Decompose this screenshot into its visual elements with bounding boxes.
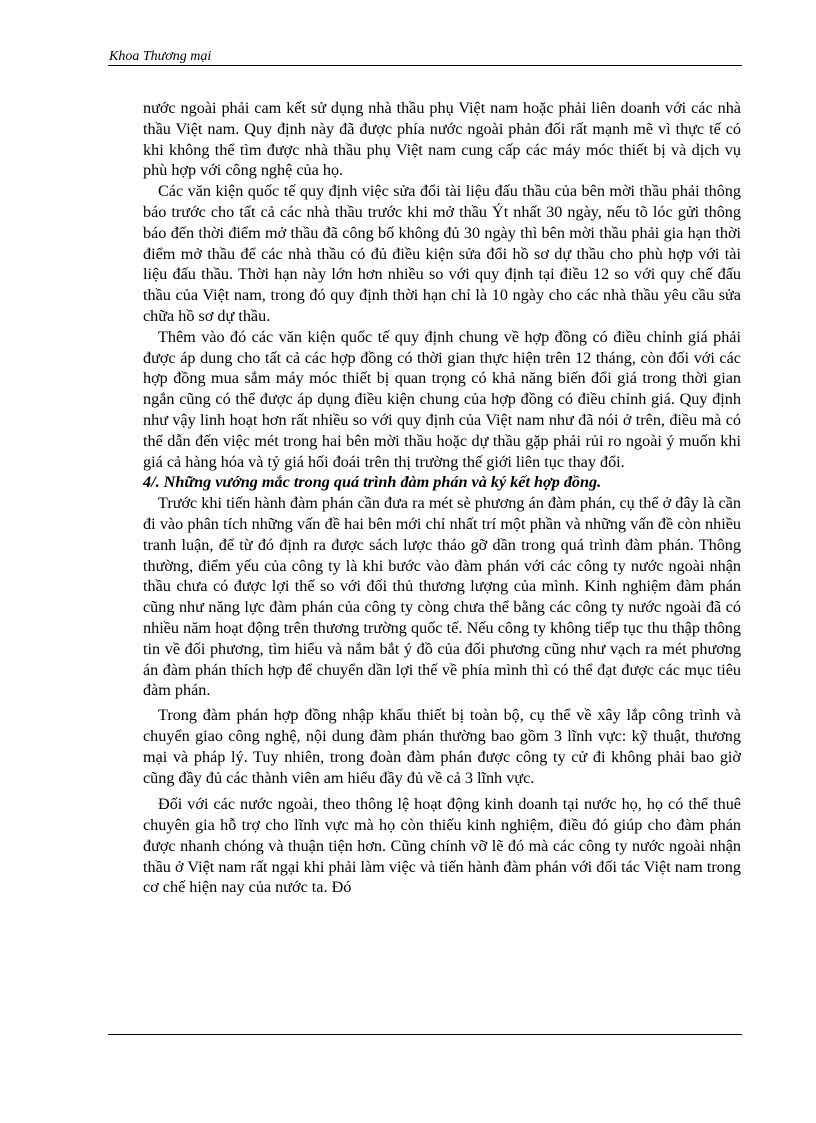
paragraph-2: Các văn kiện quốc tế quy định việc sửa đổi tài liệu đấu thầu của bên mời thầu phải thông báo trước cho tất cả các nhà thầu trước khi mở thầu Ýt nhất 30 ngày, nếu tõ lóc gửi thông báo đến thời điểm mở thầu đã công bố không đủ 30 ngày thì bên mời thầu phải gia hạn thời điểm mở thầu để các nhà thầu có đủ điều kiện sửa đổi hồ sơ dự thầu cho phù hợp với tài liệu đấu thầu. Thời hạn này lớn hơn nhiều so với quy định tại điều 12 so với quy chế đấu thầu của Việt nam, trong đó quy định thời hạn chỉ là 10 ngày cho các nhà thầu yêu cầu sửa chữa hồ sơ dự thầu. xyxy=(143,182,741,325)
header-rule xyxy=(108,65,742,66)
paragraph-3: Thêm vào đó các văn kiện quốc tế quy định chung về hợp đồng có điều chỉnh giá phải được áp dung cho tất cả các hợp đồng có thời gian thực hiện trên 12 tháng, còn đối với các hợp đồng mua sắm máy móc thiết bị quan trọng có khả năng biến đổi giá trong thời gian ngắn cũng có thể được áp dụng điều kiện chung của hợp đồng có điều chỉnh giá. Quy định như vậy linh hoạt hơn rất nhiều so với quy định của Việt nam như đã nói ở trên, điều mà có thể dẫn đến việc mét trong hai bên mời thầu hoặc dự thầu gặp phải rủi ro ngoài ý muốn khi giá cả hàng hóa và tỷ giá hối đoái trên thị trường thế giới liên tục thay đổi. xyxy=(143,327,741,471)
paragraph-6: Đối với các nước ngoài, theo thông lệ hoạt động kinh doanh tại nước họ, họ có thể thuê chuyên gia hỗ trợ cho lĩnh vực mà họ còn thiếu kinh nghiệm, điều đó giúp cho đàm phán được nhanh chóng và thuận tiện hơn. Cũng chính vỡ lẽ đó mà các công ty nước ngoài nhận thầu ở Việt nam rất ngại khi phải làm việc và tiến hành đàm phán với đối tác Việt nam trong cơ chế hiện nay của nước ta. Đó xyxy=(143,795,741,897)
paragraph-1: nước ngoài phải cam kết sử dụng nhà thầu phụ Việt nam hoặc phải liên doanh với các nhà thầu Việt nam. Quy định này đã được phía nước ngoài phản đối rất mạnh mẽ vì thực tế có khi không thể tìm được nhà thầu phụ Việt nam cung cấp các máy móc thiết bị và dịch vụ phù hợp với công nghệ của họ. xyxy=(143,99,741,180)
page-body xyxy=(143,98,741,898)
paragraph-5: Trong đàm phán hợp đồng nhập khẩu thiết bị toàn bộ, cụ thể về xây lắp công trình và chuyển giao công nghệ, nội dung đàm phán thường bao gồm 3 lĩnh vực: kỹ thuật, thương mại và pháp lý. Tuy nhiên, trong đoàn đàm phán được công ty cử đi không phải bao giờ cũng đầy đủ các thành viên am hiểu đầy đủ về cả 3 lĩnh vực. xyxy=(143,706,741,787)
paragraph-4: Trước khi tiến hành đàm phán cần đưa ra mét sè phương án đàm phán, cụ thể ở đây là cần đi vào phân tích những vấn đề hai bên mới chỉ nhất trí một phần và những vấn đề còn nhiều tranh luận, để từ đó định ra được sách lược tháo gỡ dần trong quá trình đàm phán. Thông thường, điểm yếu của công ty là khi bước vào đàm phán với các công ty nước ngoài nhận thầu chưa có được lợi thế so với đối thủ thương lượng của mình. Kinh nghiệm đàm phán cũng như năng lực đàm phán của công ty còng chưa thể bằng các công ty nước ngoài đã có nhiều năm hoạt động trên thương trường quốc tế. Nếu công ty không tiếp tục thu thập thông tin về đối phương, tìm hiểu và nắm bắt ý đồ của đối phương cũng như vạch ra mét phương án đàm phán thích hợp để chuyển dần lợi thế về phía mình thì có thể đạt được các mục tiêu đàm phán. xyxy=(143,494,741,700)
section-heading: 4/. Những vướng mắc trong quá trình đàm phán và ký kết hợp đồng. xyxy=(143,473,602,492)
footer-rule xyxy=(108,1034,742,1035)
running-header: Khoa Thương mại xyxy=(109,49,212,64)
